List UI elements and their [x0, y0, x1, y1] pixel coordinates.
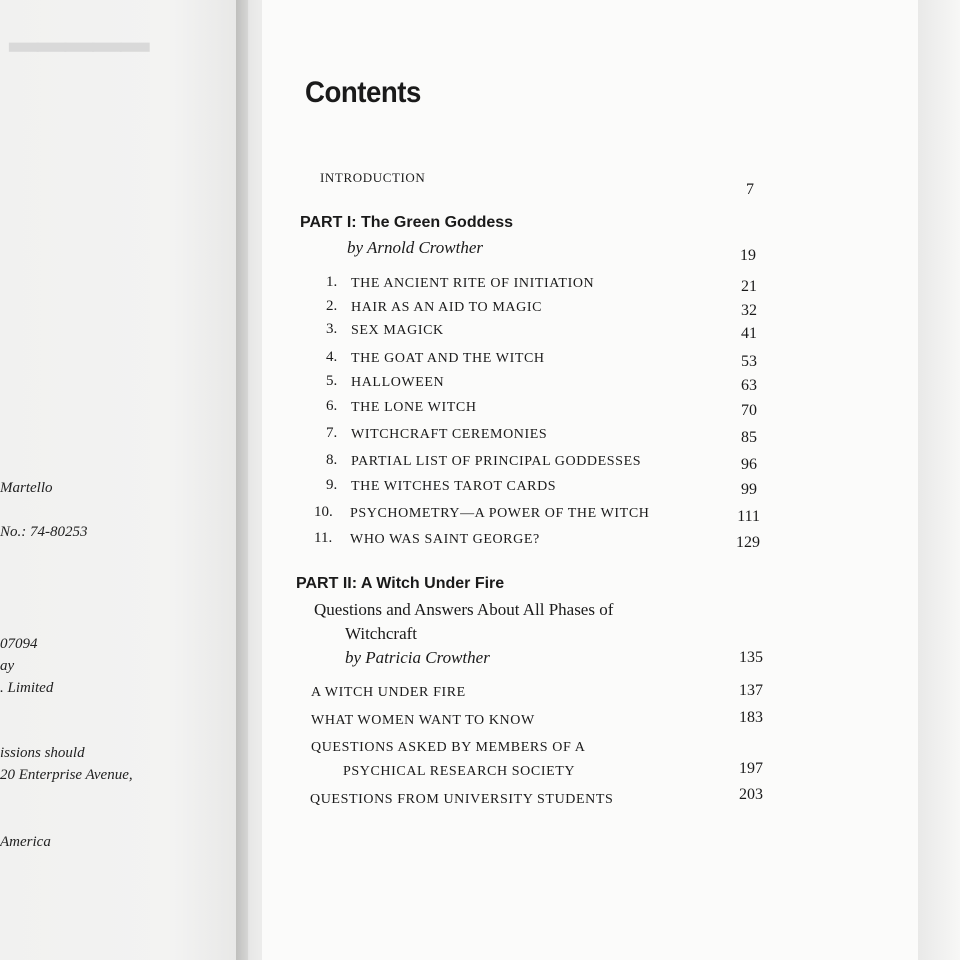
page-title: Contents: [305, 76, 421, 109]
toc-page-number: 197: [739, 760, 763, 777]
part-subtitle: Witchcraft: [345, 624, 417, 643]
toc-page-number: 19: [740, 247, 756, 264]
toc-page-number: 41: [741, 325, 757, 342]
author-byline: by Arnold Crowther: [347, 238, 484, 257]
chapter-title: THE GOAT AND THE WITCH: [351, 351, 545, 366]
toc-page-number: 96: [741, 456, 757, 473]
toc-page-number: 7: [746, 181, 754, 198]
chapter-title: THE WITCHES TAROT CARDS: [351, 479, 557, 494]
chapter-number: 1.: [326, 274, 338, 290]
toc-page-number: 129: [736, 534, 760, 551]
toc-page-number: 135: [739, 649, 763, 666]
toc-entry: QUESTIONS FROM UNIVERSITY STUDENTS: [310, 792, 614, 807]
toc-entry: QUESTIONS ASKED BY MEMBERS OF A: [311, 740, 586, 755]
chapter-number: 5.: [326, 373, 338, 389]
chapter-title: SEX MAGICK: [351, 323, 444, 338]
chapter-title: THE ANCIENT RITE OF INITIATION: [351, 276, 595, 291]
chapter-title: WITCHCRAFT CEREMONIES: [351, 427, 548, 442]
chapter-number: 10.: [314, 504, 333, 520]
left-line: . Limited: [0, 680, 54, 696]
toc-entry: A WITCH UNDER FIRE: [311, 685, 466, 700]
toc-page-number: 137: [739, 682, 763, 699]
part-heading: PART I: The Green Goddess: [300, 214, 514, 231]
toc-page-number: 203: [739, 786, 763, 803]
chapter-title: HAIR AS AN AID TO MAGIC: [351, 300, 543, 315]
left-line: No.: 74-80253: [0, 524, 88, 540]
chapter-number: 11.: [314, 530, 333, 546]
toc-page-number: 21: [741, 278, 757, 295]
chapter-number: 8.: [326, 452, 338, 468]
part-subtitle: Questions and Answers About All Phases of: [314, 600, 614, 619]
chapter-title: THE LONE WITCH: [351, 400, 477, 415]
toc-page-number: 53: [741, 353, 757, 370]
toc-page-number: 63: [741, 377, 757, 394]
toc-page-number: 111: [737, 508, 760, 525]
left-line: 20 Enterprise Avenue,: [0, 767, 133, 783]
toc-page-number: 70: [741, 402, 757, 419]
chapter-title: PARTIAL LIST OF PRINCIPAL GODDESSES: [351, 454, 642, 469]
chapter-title: PSYCHOMETRY—A POWER OF THE WITCH: [350, 506, 650, 521]
toc-page-number: 32: [741, 302, 757, 319]
toc-entry-continued: PSYCHICAL RESEARCH SOCIETY: [343, 764, 576, 779]
chapter-title: HALLOWEEN: [351, 375, 445, 390]
chapter-number: 6.: [326, 398, 338, 414]
toc-introduction: INTRODUCTION: [320, 170, 426, 185]
chapter-number: 2.: [326, 298, 338, 314]
toc-page-number: 183: [739, 709, 763, 726]
chapter-number: 4.: [326, 349, 338, 365]
author-byline: by Patricia Crowther: [345, 648, 490, 667]
left-page: [0, 0, 248, 960]
toc-page-number: 85: [741, 429, 757, 446]
part-heading: PART II: A Witch Under Fire: [296, 575, 505, 592]
bleed-through-text: ━━━━━: [10, 21, 149, 73]
left-line: America: [0, 834, 51, 850]
left-line: Martello: [0, 480, 53, 496]
left-line: 07094: [0, 636, 38, 652]
chapter-title: WHO WAS SAINT GEORGE?: [350, 532, 540, 547]
chapter-number: 3.: [326, 321, 338, 337]
left-line: issions should: [0, 745, 85, 761]
page-edge: [918, 0, 960, 960]
left-line: ay: [0, 658, 15, 674]
toc-entry: WHAT WOMEN WANT TO KNOW: [311, 713, 535, 728]
toc-page-number: 99: [741, 481, 757, 498]
chapter-number: 7.: [326, 425, 338, 441]
chapter-number: 9.: [326, 477, 338, 493]
